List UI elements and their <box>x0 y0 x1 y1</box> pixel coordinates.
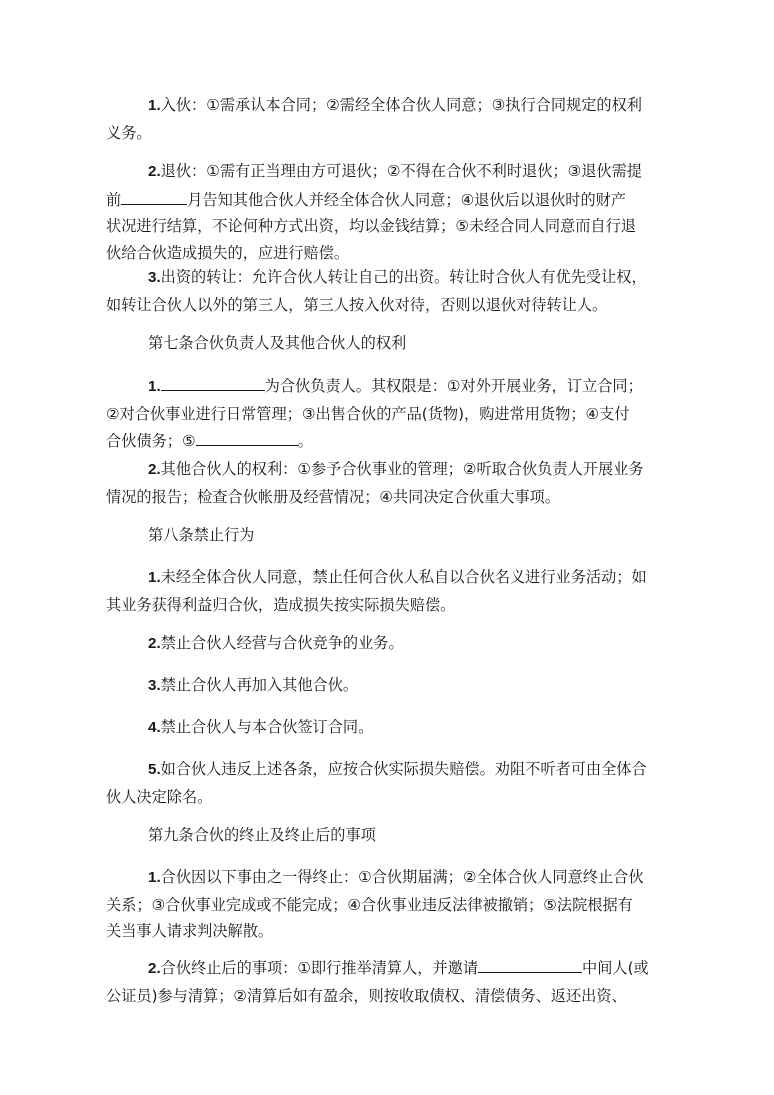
clause-text: 合伙债务；⑤ <box>106 432 196 450</box>
clause-text: 伙人决定除名。 <box>106 787 213 806</box>
clause-join <box>106 92 686 146</box>
fill-blank[interactable] <box>196 427 298 446</box>
item-number: 1. <box>148 869 161 886</box>
item-number: 4. <box>148 719 161 736</box>
clause-text: 前 <box>106 190 122 209</box>
clause-text: 其业务获得利益归合伙，造成损失按实际损失赔偿。 <box>106 595 456 614</box>
item-number: 1. <box>148 378 161 395</box>
item-number: 5. <box>148 761 161 778</box>
clause-prohibit-2 <box>106 630 686 658</box>
clause-transfer <box>106 264 686 318</box>
clause-prohibit-5 <box>106 756 686 810</box>
clause-text: 如合伙人违反上述各条，应按合伙实际损失赔偿。劝阻不听者可由全体合 <box>160 760 647 778</box>
clause-prohibit-1 <box>106 564 686 618</box>
article-8-heading: 第八条禁止行为 <box>148 526 255 544</box>
clause-text: 情况的报告；检查合伙帐册及经营情况；④共同决定合伙重大事项。 <box>106 487 561 506</box>
clause-text: 关系；③合伙事业完成或不能完成；④合伙事业违反法律被撤销；⑤法院根据有 <box>106 895 633 914</box>
fill-blank[interactable] <box>478 954 582 973</box>
article-9-heading: 第九条合伙的终止及终止后的事项 <box>148 826 376 844</box>
item-number: 3. <box>148 269 161 286</box>
clause-text: 月告知其他合伙人并经全体合伙人同意；④退伙后以退伙时的财产 <box>187 190 627 209</box>
clause-text: 如转让合伙人以外的第三人，第三人按入伙对待，否则以退伙对待转让人。 <box>106 295 608 314</box>
clause-text: 其他合伙人的权利：①参予合伙事业的管理；②听取合伙负责人开展业务 <box>160 460 644 478</box>
clause-text: 入伙：①需承认本合同；②需经全体合伙人同意；③执行合同规定的权利 <box>160 96 642 114</box>
clause-text: 关当事人请求判决解散。 <box>106 922 274 940</box>
clause-text: 中间人(或 <box>582 959 649 977</box>
clause-termination-2 <box>106 954 686 1009</box>
item-number: 2. <box>148 635 161 652</box>
item-number: 2. <box>148 163 161 180</box>
clause-text: 伙给合伙造成损失的，应进行赔偿。 <box>106 243 349 262</box>
clause-manager <box>106 372 686 455</box>
clause-text: 退伙：①需有正当理由方可退伙；②不得在合伙不利时退伙；③退伙需提 <box>160 162 642 180</box>
clause-text: 义务。 <box>106 123 152 142</box>
fill-blank[interactable] <box>121 186 187 205</box>
item-number: 2. <box>148 461 161 478</box>
clause-text: 禁止合伙人与本合伙签订合同。 <box>160 718 374 736</box>
clause-text: 禁止合伙人再加入其他合伙。 <box>160 676 359 694</box>
clause-text: 未经全体合伙人同意，禁止任何合伙人私自以合伙名义进行业务活动；如 <box>160 568 647 586</box>
item-number: 1. <box>148 97 161 114</box>
clause-withdraw <box>106 158 686 266</box>
clause-text: 状况进行结算，不论何种方式出资，均以金钱结算；⑤未经合同人同意而自行退 <box>106 217 636 235</box>
clause-text: 出资的转让：允许合伙人转让自己的出资。转让时合伙人有优先受让权， <box>160 268 647 286</box>
clause-text: ②对合伙事业进行日常管理；③出售合伙的产品(货物)，购进常用货物；④支付 <box>106 404 630 423</box>
clause-prohibit-4 <box>106 714 686 742</box>
clause-prohibit-3 <box>106 672 686 700</box>
clause-termination-1 <box>106 864 686 945</box>
clause-text: 合伙因以下事由之一得终止：①合伙期届满；②全体合伙人同意终止合伙 <box>160 868 644 886</box>
fill-blank[interactable] <box>161 372 265 391</box>
clause-partner-rights <box>106 456 686 510</box>
article-7-heading: 第七条合伙负责人及其他合伙人的权利 <box>148 334 407 352</box>
clause-text: 公证员)参与清算；②清算后如有盈余，则按收取债权、清偿债务、返还出资、 <box>106 986 627 1005</box>
clause-text: 禁止合伙人经营与合伙竞争的业务。 <box>160 634 404 652</box>
item-number: 2. <box>148 960 161 977</box>
clause-text: 合伙终止后的事项：①即行推举清算人，并邀请 <box>160 959 479 977</box>
clause-text: 。 <box>297 432 313 450</box>
item-number: 3. <box>148 677 161 694</box>
clause-text: 为合伙负责人。其权限是：①对外开展业务，订立合同； <box>264 377 643 395</box>
item-number: 1. <box>148 569 161 586</box>
